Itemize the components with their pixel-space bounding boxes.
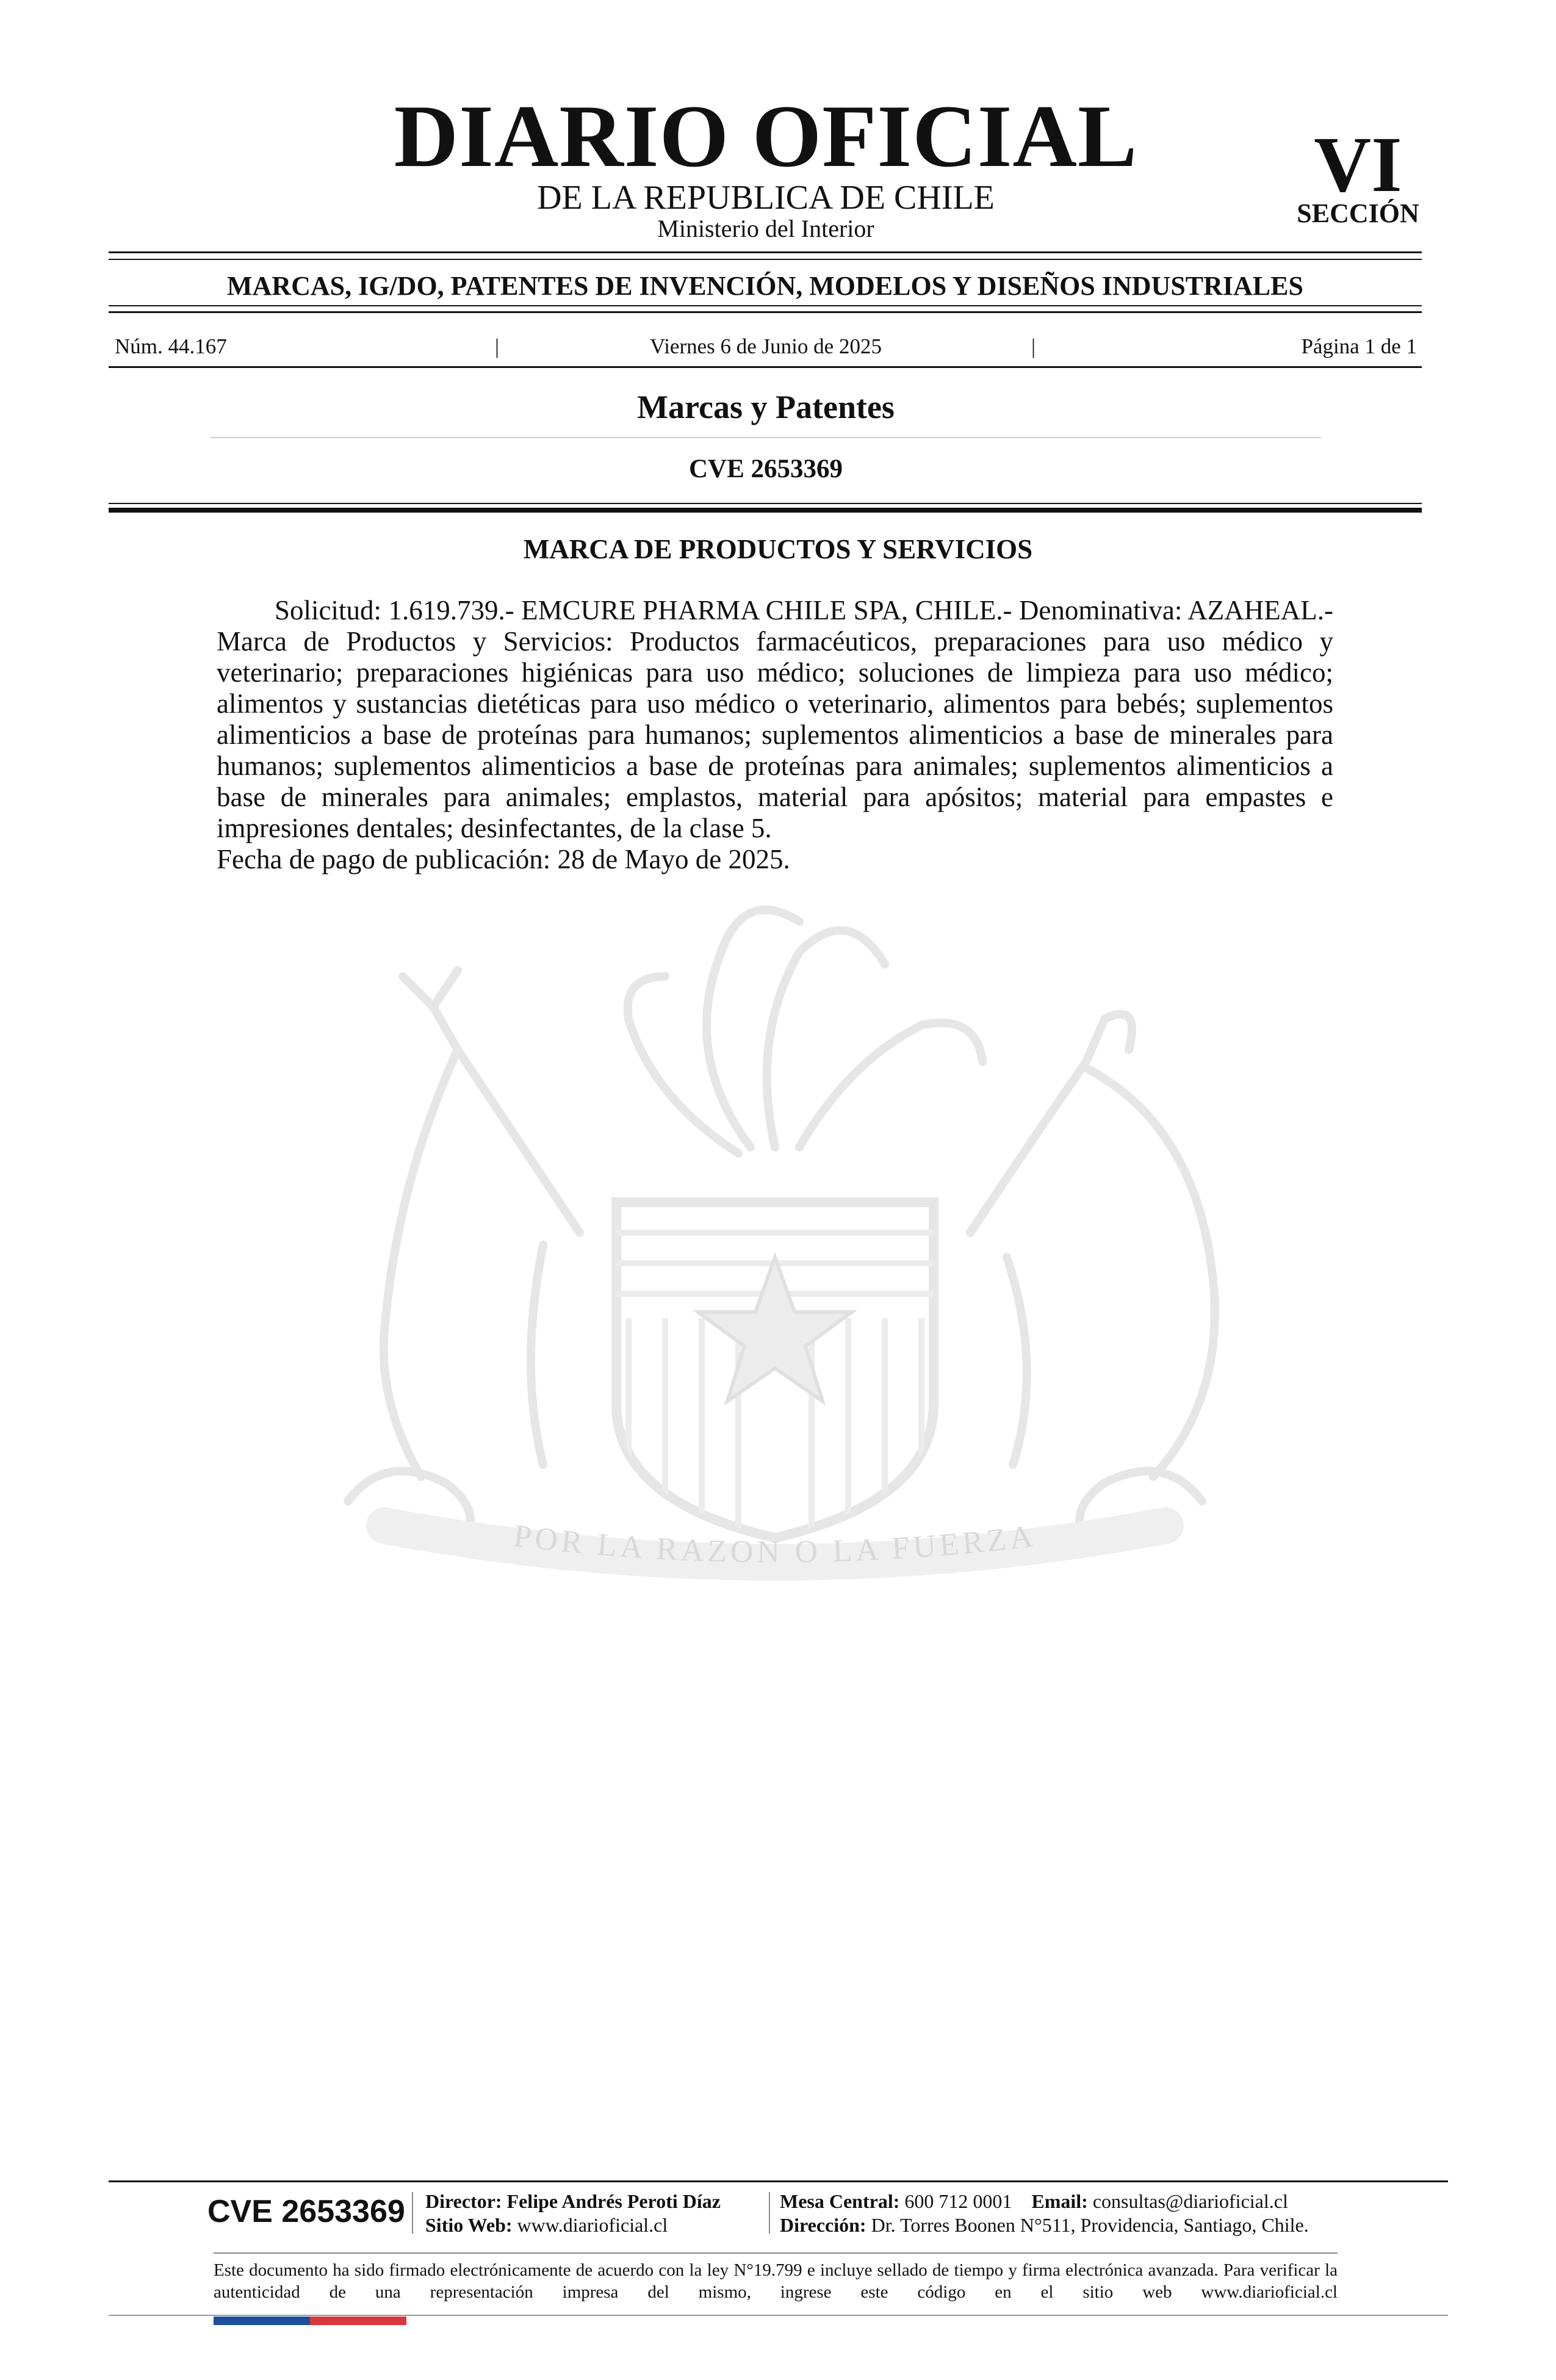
director-label: Director: [425, 2190, 502, 2212]
issue-separator: | [1031, 334, 1036, 358]
category-rule-bottom [109, 311, 1422, 313]
masthead-subtitle: DE LA REPUBLICA DE CHILE [537, 179, 995, 217]
address-text: Dr. Torres Boonen N°511, Providencia, Santiago, Chile. [871, 2214, 1309, 2236]
address-label: Dirección: [780, 2214, 866, 2236]
issue-info-bar [115, 334, 1417, 359]
footer-cve-code: CVE 2653369 [207, 2194, 405, 2229]
issue-page: Página 1 de 1 [1301, 334, 1417, 358]
flag-stripe-blue [214, 2317, 310, 2325]
masthead-rule-top [109, 251, 1422, 253]
section-number: VI [1314, 121, 1402, 209]
notice-body: Solicitud: 1.619.739.- EMCURE PHARMA CHILE SPA, CHILE.- Denominativa: AZAHEAL.- Marca de Productos y Servicios: Productos farmacéuticos, preparaciones para uso médico y veterinario; preparaciones higiénicas para uso médico; soluciones de limpieza para uso médico; alimentos y sustancias dietéticas para uso médico o veterinario, alimentos para bebés; suplementos alimenticios a base de proteínas para humanos; suplementos alimenticios a base de minerales para humanos; suplementos alimenticios a base de proteínas para animales; suplementos alimenticios a base de minerales para animales; emplastos, material para apósitos; material para empastes e impresiones dentales; desinfectantes, de la clase 5. [217, 595, 1333, 843]
cve-code: CVE 2653369 [688, 455, 843, 483]
category-heading: MARCAS, IG/DO, PATENTES DE INVENCIÓN, MODELOS Y DISEÑOS INDUSTRIALES [227, 271, 1303, 301]
issue-date: Viernes 6 de Junio de 2025 [650, 334, 882, 358]
footer-divider [769, 2192, 770, 2234]
flag-stripe-red [310, 2317, 406, 2325]
phone-number: 600 712 0001 [904, 2190, 1012, 2212]
coat-of-arms-watermark [201, 867, 1349, 1672]
website-label: Sitio Web: [425, 2214, 513, 2236]
director-name: Felipe Andrés Peroti Díaz [506, 2190, 721, 2212]
footer-legal-notice: Este documento ha sido firmado electrónicamente de acuerdo con la ley N°19.799 e incluye sellado de tiempo y firma electrónica avanzada. Para verificar la autenticidad de una representación impresa del mismo, ingrese este código en el sitio web www.diarioficial.cl [214, 2260, 1338, 2302]
email-label: Email: [1031, 2190, 1088, 2212]
header-rule-thin [109, 503, 1422, 504]
footer-contact [780, 2190, 1288, 2213]
category-rule-top [109, 305, 1422, 306]
section-label: SECCIÓN [1297, 198, 1419, 228]
section-title: Marcas y Patentes [637, 389, 895, 425]
crest-motto: POR LA RAZON O LA FUERZA [511, 1518, 1039, 1570]
masthead-title: DIARIO OFICIAL [394, 87, 1138, 186]
footer-divider [412, 2192, 413, 2234]
footer-rule-mid [214, 2252, 1338, 2254]
issue-number: Núm. 44.167 [115, 334, 227, 358]
footer-rule-bottom [109, 2315, 1448, 2316]
website-link[interactable]: www.diarioficial.cl [517, 2214, 668, 2236]
issue-rule [109, 366, 1422, 368]
masthead-rule-bottom [109, 259, 1422, 260]
masthead-ministry: Ministerio del Interior [657, 215, 874, 242]
header-rule-thick [109, 508, 1422, 513]
notice-heading: MARCA DE PRODUCTOS Y SERVICIOS [523, 534, 1033, 564]
footer-address [780, 2213, 1309, 2237]
phone-label: Mesa Central: [780, 2190, 900, 2212]
footer-rule-top [109, 2180, 1448, 2182]
publication-payment-date: Fecha de pago de publicación: 28 de Mayo de 2025. [217, 844, 790, 874]
email-link[interactable]: consultas@diarioficial.cl [1092, 2190, 1288, 2212]
issue-separator: | [495, 334, 500, 358]
footer-website [425, 2213, 668, 2237]
section-title-rule [211, 437, 1321, 438]
footer-director [425, 2190, 721, 2213]
